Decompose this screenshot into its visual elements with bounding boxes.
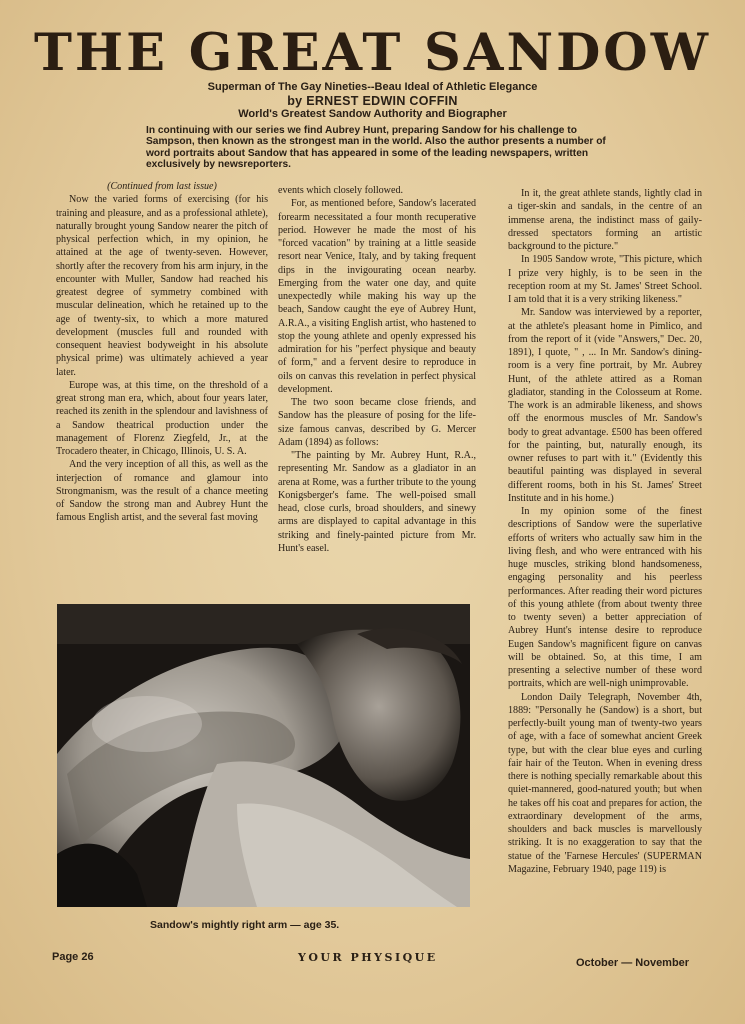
- paragraph: And the very inception of all this, as well as the interjection of romance and glamour into Strongmanism, was the result of a chance meeting of Sandow the strong man and Aubrey Hunt the famous English artist, and the several fast moving: [56, 459, 268, 524]
- text-column-3: [508, 187, 702, 876]
- text-column-1: [56, 180, 268, 525]
- article-byline: by ERNEST EDWIN COFFIN: [287, 94, 458, 108]
- issue-date: October — November: [576, 957, 690, 969]
- paragraph: The two soon became close friends, and Sandow has the pleasure of posing for the life-size famous canvas, described by G. Mercer Adam (1894) as follows:: [278, 397, 476, 448]
- paragraph: In it, the great athlete stands, lightly clad in a tiger-skin and sandals, in the centre of an immense arena, the indistinct mass of gaily-dressed spectators forming an artistic background to the picture.": [508, 188, 702, 252]
- text-column-2: [278, 184, 476, 555]
- paragraph: In my opinion some of the finest descriptions of Sandow were the superlative efforts of writers who actually saw him in the living flesh, and who were entranced with his huge muscles, striking blond handsomeness, engaging personality and his peerless performances. After reading their word pictures of this young athlete (from about twenty three to twenty seven) a better appreciation of Aubrey Hunt's intense desire to reproduce Eugen Sandow's magnificent figure on canvas will be obtained. So, at this time, I am presenting a selective number of these word portraits, which are well-nigh unimprovable.: [508, 506, 702, 690]
- paragraph: Europe was, at this time, on the threshold of a great strong man era, which, about four years later, reached its zenith in the splendour and lavishness of a Sandow theatrical production under the management of Florenz Ziegfeld, Jr., at the Trocadero theater, in Chicago, Illinois, U. S. A.: [56, 379, 268, 457]
- article-subtitle: Superman of The Gay Nineties--Beau Ideal of Athletic Elegance: [207, 81, 538, 93]
- arm-photograph: [57, 604, 470, 907]
- paragraph: events which closely followed.: [278, 185, 404, 196]
- photo-caption: Sandow's mightly right arm — age 35.: [150, 919, 340, 931]
- paragraph: "The painting by Mr. Aubrey Hunt, R.A., representing Mr. Sandow as a gladiator in an arena at Rome, was a further tribute to the young Konigsberger's fame. The well-poised small head, close curls, broad shoulders, and sinewy arms are displayed to capital advantage in this striking and finely-painted picture from Mr. Hunt's easel.: [278, 450, 476, 554]
- paragraph: In 1905 Sandow wrote, "This picture, which I prize very highly, is to be seen in the reception room at my St. James' Street School. I am told that it is a very striking likeness.": [508, 254, 702, 305]
- magazine-name: YOUR PHYSIQUE: [298, 951, 438, 964]
- paragraph: Now the varied forms of exercising (for his training and pleasure, and as a professional athlete), naturally brought young Sandow nearer the pitch of physical perfection which, in my opinion, he attained at the age of twenty-seven. However, shortly after the recovery from his arm injury, in the encounter with Muller, Sandow had reached his greatest degree of symmetry combined with muscular delineation, which he retained up to the age of twenty-six, to which a more matured development (muscles full and rounded with consequent heaviest bodyweight in his absolute physical prime) was ultimately achieved a year later.: [56, 194, 268, 378]
- paragraph: For, as mentioned before, Sandow's lacerated forearm necessitated a four month recuperative period. However he made the most of his "forced vacation" by training at a little seaside resort near Venice, Italy, and by taking frequent dips in the invigourating ocean nearby. Emerging from the water one day, and quite unexpectedly while making his way up the beach, Sandow caught the eye of Aubrey Hunt, A.R.A., a visiting English artist, who hastened to stop the young athlete and openly expressed his admiration for his "perfect physique and beauty of form," and a fervent desire to reproduce in oils on canvas this revelation in perfect physical development.: [278, 198, 476, 395]
- author-tagline: World's Greatest Sandow Authority and Biographer: [238, 108, 507, 120]
- article-intro: In continuing with our series we find Aubrey Hunt, preparing Sandow for his challenge to Sampson, then known as the strongest man in the world. Also the author presents a number of word portraits about Sandow that has appeared in some of the leading newspapers, written exclusively by newsreporters.: [146, 125, 606, 170]
- page-number: Page 26: [52, 951, 94, 963]
- continued-note: (Continued from last issue): [107, 181, 217, 192]
- article-title: THE GREAT SANDOW: [33, 23, 711, 83]
- paragraph: London Daily Telegraph, November 4th, 1889: "Personally he (Sandow) is a short, but perfectly-built young man of twenty-two years of age, with a face of somewhat ancient Greek type, but with the clear blue eyes and curling fair hair of the Teuton. When in evening dress there is nothing specially remarkable about this quiet-mannered, good-natured youth; but when he takes off his coat and prepares for action, the extraordinary development of the arms, shoulders and back muscles is marvellously striking. It is no exaggeration to say that the statue of the 'Farnese Hercules' (SUPERMAN Magazine, February 1940, page 119) is: [508, 691, 702, 875]
- photo-image: [57, 604, 470, 907]
- paragraph: Mr. Sandow was interviewed by a reporter, at the athlete's pleasant home in Pimlico, and from the report of it (vide "Answers," Dec. 20, 1891), I quote, " , ... In Mr. Sandow's dining-room is a very fine portrait, by Mr. Aubrey Hunt, of the athlete attired as a Roman gladiator, standing in the Colosseum at Rome. The work is an admirable likeness, and shows off the enormous muscles of Mr. Sandow's body to great advantage. £500 has been offered for the painting, but, naturally enough, its owner refuses to part with it." (Evidently this beautiful painting was displayed in several different rooms, both in his St. James' Street Institute and in his home.): [508, 307, 702, 504]
